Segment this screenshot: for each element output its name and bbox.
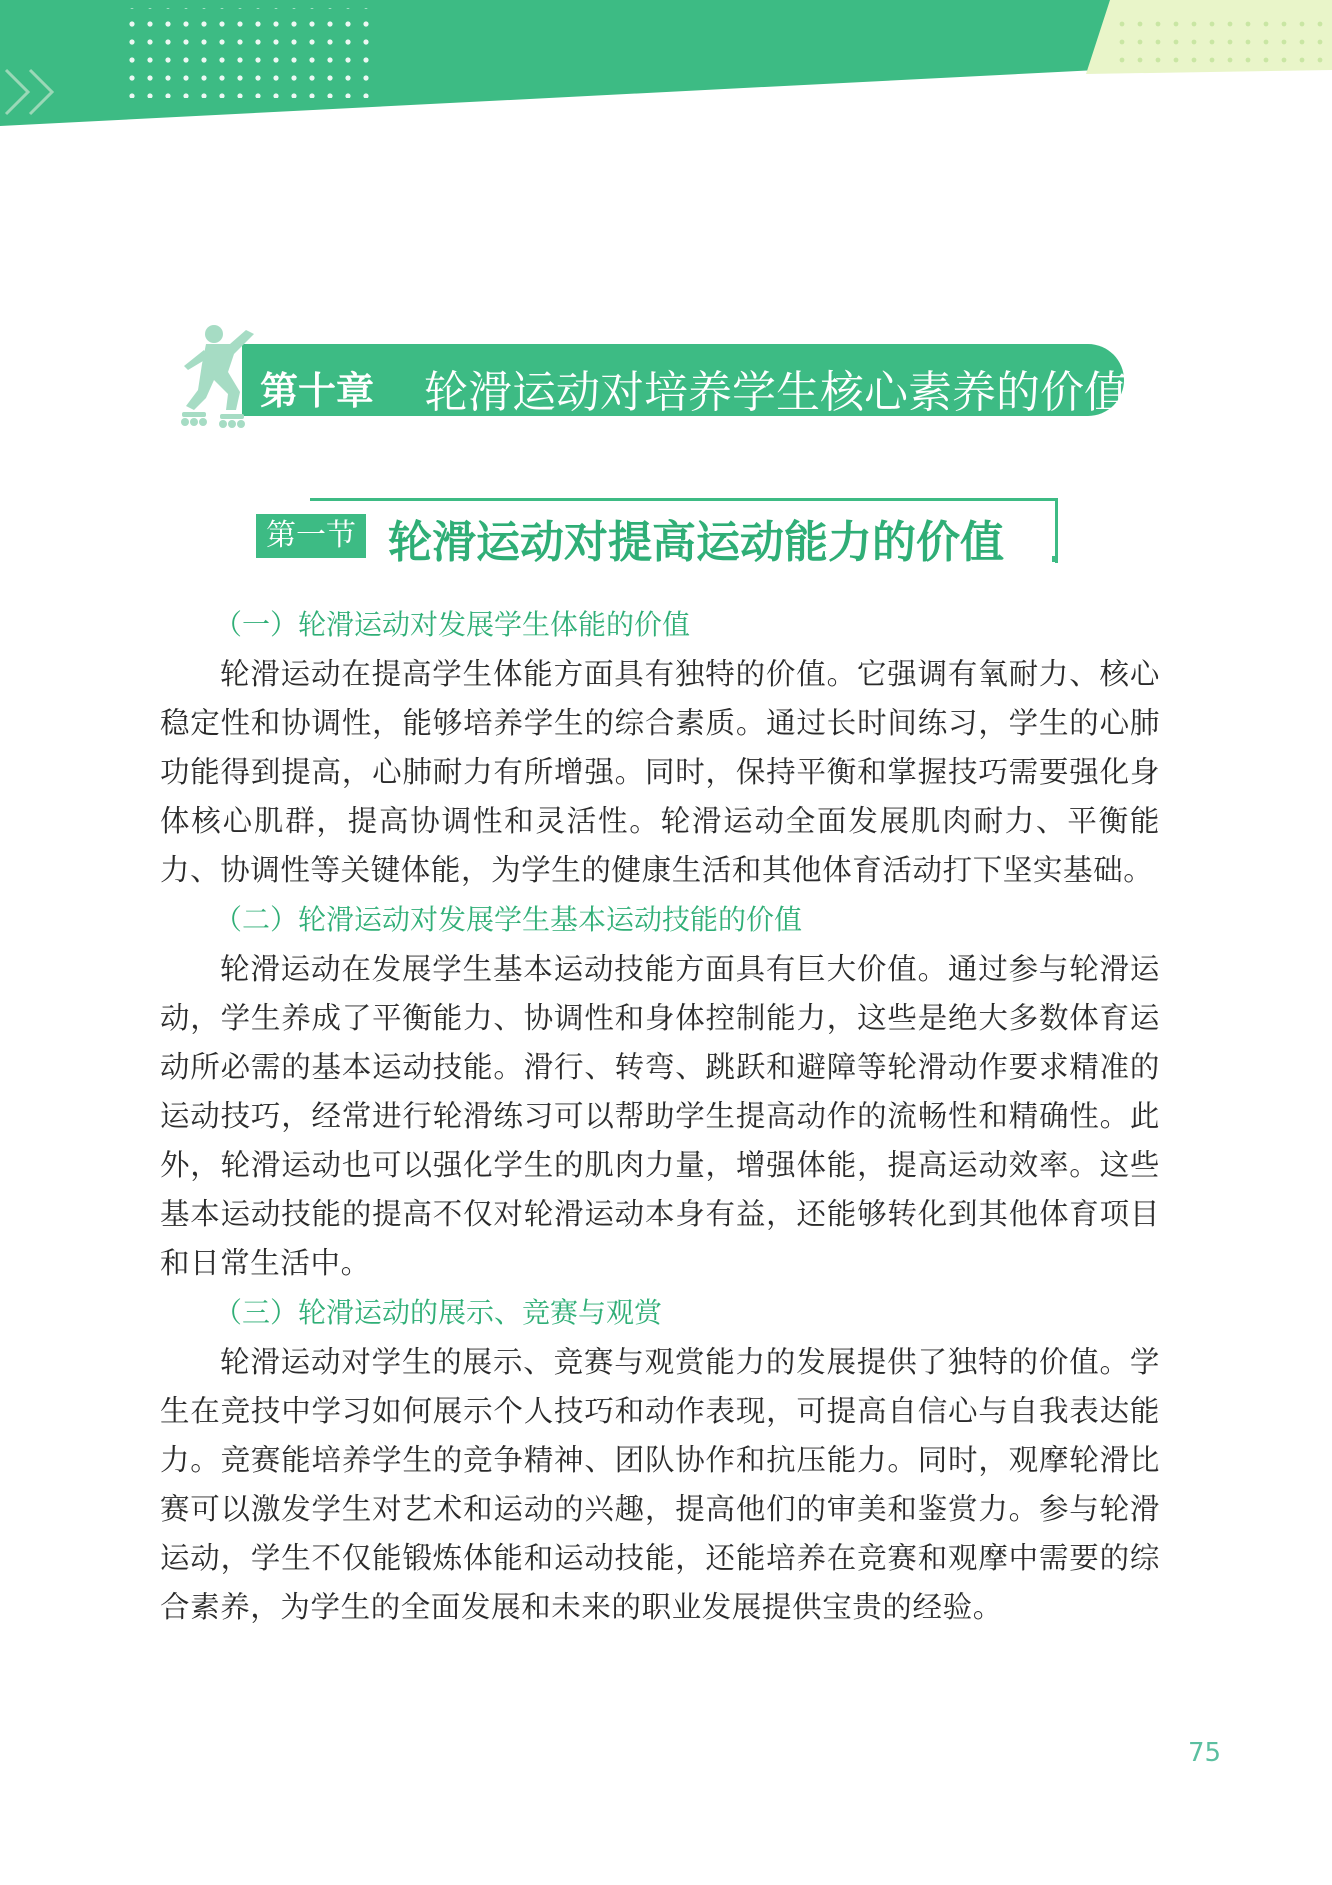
subsection-heading: （一）轮滑运动对发展学生体能的价值 — [214, 608, 691, 641]
chapter-title: 轮滑运动对培养学生核心素养的价值 — [424, 367, 1128, 418]
subsection-paragraph: 轮滑运动在发展学生基本运动技能方面具有巨大价值。通过参与轮滑运动，学生养成了平衡能力、协调性和身体控制能力，这些是绝大多数体育运动所必需的基本运动技能。滑行、转弯、跳跃和避障等轮滑动作要求精准的运动技巧，经常进行轮滑练习可以帮助学生提高动作的流畅性和精确性。此外，轮滑运动也可以强化学生的肌肉力量，增强体能，提高运动效率。这些基本运动技能的提高不仅对轮滑运动本身有益，还能够转化到其他体育项目和日常生活中。 — [160, 952, 1160, 1280]
header-decoration — [0, 0, 1332, 140]
subsection-heading: （二）轮滑运动对发展学生基本运动技能的价值 — [214, 903, 803, 936]
chapter-label: 第十章 — [260, 369, 375, 413]
page-number: 75 — [1188, 1738, 1222, 1768]
page-body — [160, 600, 1160, 1632]
section-title: 轮滑运动对提高运动能力的价值 — [388, 517, 1004, 568]
subsection-heading: （三）轮滑运动的展示、竞赛与观赏 — [214, 1296, 663, 1329]
section-heading — [256, 498, 1056, 566]
chapter-banner — [170, 320, 1140, 430]
subsection-paragraph: 轮滑运动在提高学生体能方面具有独特的价值。它强调有氧耐力、核心稳定性和协调性，能够培养学生的综合素质。通过长时间练习，学生的心肺功能得到提高，心肺耐力有所增强。同时，保持平衡和掌握技巧需要强化身体核心肌群，提高协调性和灵活性。轮滑运动全面发展肌肉耐力、平衡能力、协调性等关键体能，为学生的健康生活和其他体育活动打下坚实基础。 — [160, 657, 1160, 887]
subsection-paragraph: 轮滑运动对学生的展示、竞赛与观赏能力的发展提供了独特的价值。学生在竞技中学习如何展示个人技巧和动作表现，可提高自信心与自我表达能力。竞赛能培养学生的竞争精神、团队协作和抗压能力。同时，观摩轮滑比赛可以激发学生对艺术和运动的兴趣，提高他们的审美和鉴赏力。参与轮滑运动，学生不仅能锻炼体能和运动技能，还能培养在竞赛和观摩中需要的综合素养，为学生的全面发展和未来的职业发展提供宝贵的经验。 — [160, 1345, 1160, 1624]
section-frame-tick — [1052, 556, 1055, 562]
section-badge: 第一节 — [256, 514, 366, 558]
